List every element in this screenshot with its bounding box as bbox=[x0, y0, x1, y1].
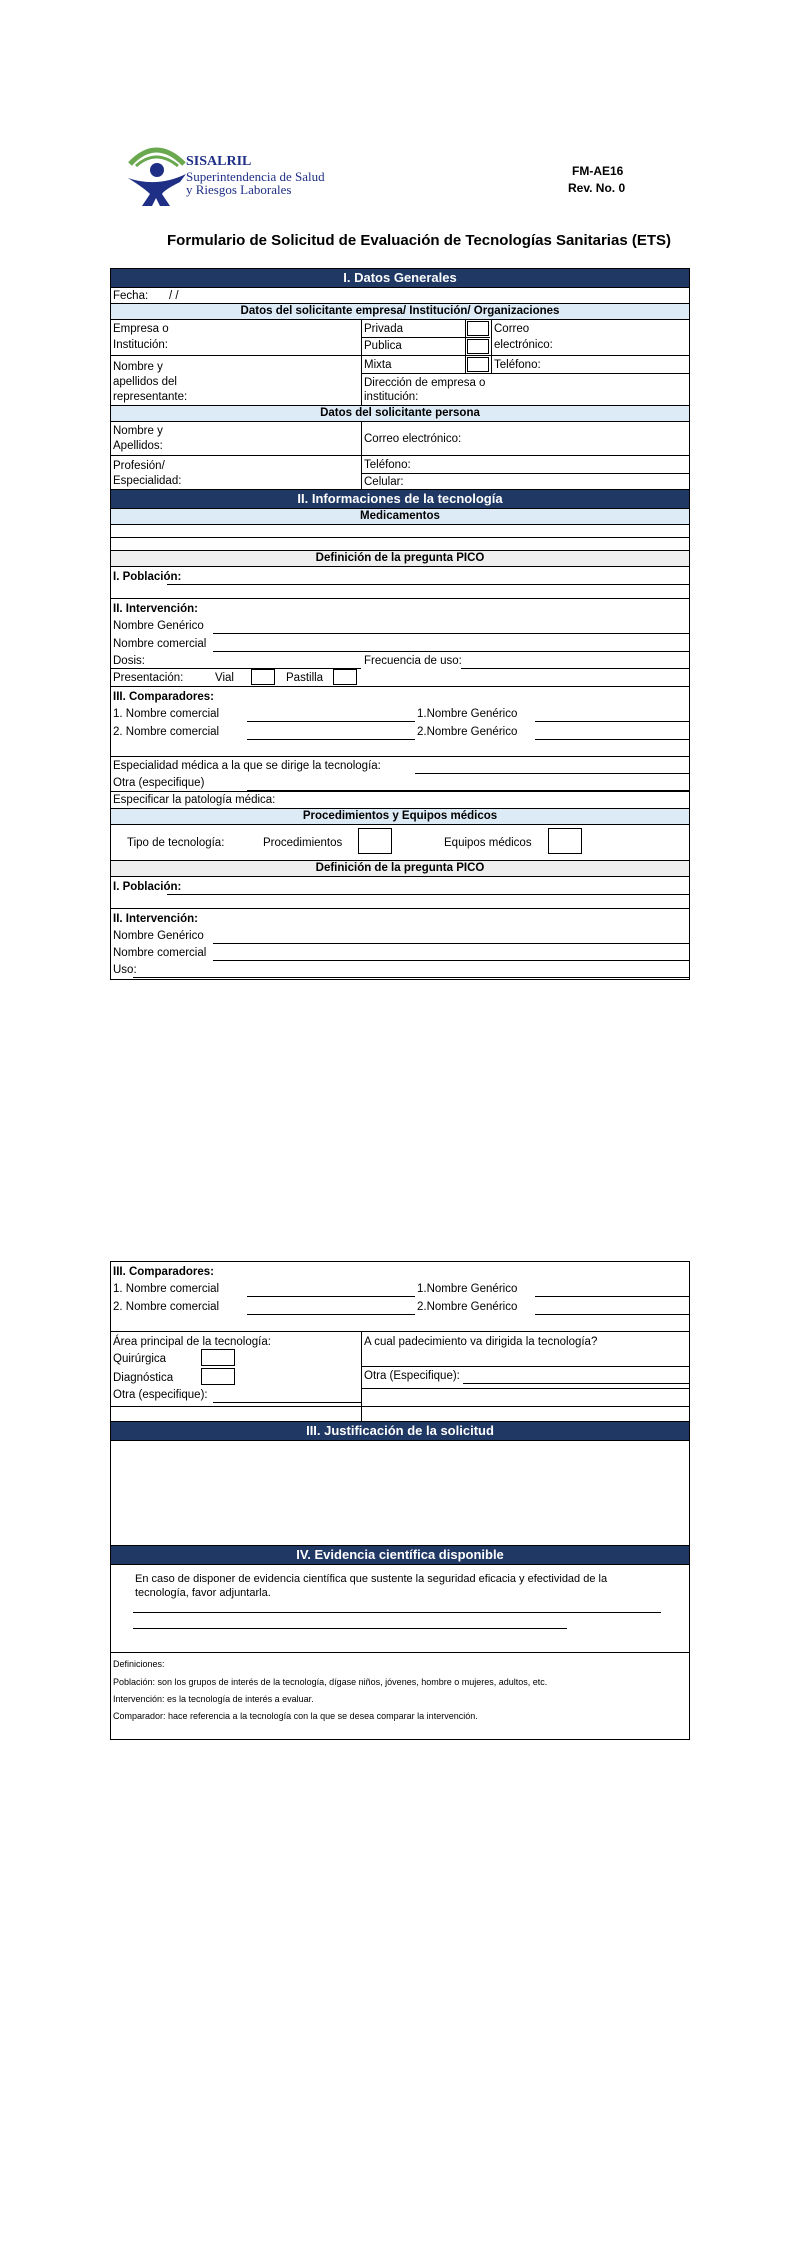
otra-pad-label: Otra (Especifique): bbox=[364, 1370, 460, 1382]
nombre-comercial-line[interactable] bbox=[213, 637, 689, 652]
empresa-label-2: Institución: bbox=[113, 339, 168, 351]
poblacion-label: I. Población: bbox=[113, 571, 182, 583]
mixta-label: Mixta bbox=[364, 359, 392, 371]
comp-nc1-label-p2: 1. Nombre comercial bbox=[113, 1283, 220, 1295]
persona-nombre-row bbox=[111, 422, 689, 456]
area-block bbox=[111, 1332, 689, 1422]
privada-label: Privada bbox=[364, 323, 403, 335]
direccion-2: institución: bbox=[364, 391, 419, 403]
especialidad-line[interactable] bbox=[415, 759, 689, 774]
justificacion-area[interactable] bbox=[111, 1441, 689, 1546]
comp-ng1-line[interactable] bbox=[535, 707, 689, 722]
intervencion-label: II. Intervención: bbox=[113, 603, 198, 615]
blank-row bbox=[111, 525, 689, 538]
otra-pad-line[interactable] bbox=[463, 1369, 689, 1384]
fecha-label: Fecha: bbox=[113, 290, 149, 302]
procedimientos-checkbox[interactable] bbox=[358, 828, 392, 854]
section-justificacion bbox=[111, 1422, 689, 1441]
profesion-1: Profesión/ bbox=[113, 460, 165, 472]
subheader-persona bbox=[111, 406, 689, 422]
nombre-generico-label-2: Nombre Genérico bbox=[113, 930, 204, 942]
subheader-procedimientos bbox=[111, 809, 689, 825]
diagnostica-checkbox[interactable] bbox=[201, 1368, 235, 1385]
poblacion-label-2: I. Población: bbox=[113, 881, 182, 893]
comp-nc2-label: 2. Nombre comercial bbox=[113, 726, 220, 738]
vial-checkbox[interactable] bbox=[251, 669, 275, 685]
tipo-tecnologia-row bbox=[111, 825, 689, 861]
intervencion-block bbox=[111, 599, 689, 687]
section-title: II. Informaciones de la tecnología bbox=[297, 491, 503, 506]
otra-area-label: Otra (especifique): bbox=[113, 1389, 208, 1401]
quirurgica-label: Quirúrgica bbox=[113, 1353, 167, 1365]
poblacion-row bbox=[111, 567, 689, 599]
comp-nc2-line-p2[interactable] bbox=[247, 1300, 415, 1315]
fecha-row bbox=[111, 288, 689, 304]
def-comparador: Comparador: hace referencia a la tecnología con la que se desea comparar la intervención. bbox=[113, 1711, 478, 1721]
evidencia-text-2: tecnología, favor adjuntarla. bbox=[135, 1587, 271, 1599]
logo bbox=[124, 142, 364, 212]
form-page-2 bbox=[110, 1261, 690, 1740]
comparadores-label: III. Comparadores: bbox=[113, 691, 214, 703]
subheader-label: Datos del solicitante persona bbox=[320, 407, 480, 419]
subheader-medicamentos bbox=[111, 509, 689, 525]
page-title: Formulario de Solicitud de Evaluación de Tecnologías Sanitarias (ETS) bbox=[167, 232, 671, 249]
logo-acronym: SISALRIL bbox=[186, 154, 252, 169]
section-informaciones bbox=[111, 490, 689, 509]
intervencion-block-2 bbox=[111, 909, 689, 979]
subheader-label: Definición de la pregunta PICO bbox=[315, 862, 485, 874]
comp-ng2-line-p2[interactable] bbox=[535, 1300, 689, 1315]
poblacion-line[interactable] bbox=[167, 570, 689, 585]
subheader-label: Definición de la pregunta PICO bbox=[315, 552, 485, 564]
form-page-1 bbox=[110, 268, 690, 980]
vial-label: Vial bbox=[215, 672, 234, 684]
dosis-line[interactable] bbox=[111, 654, 361, 669]
evidencia-text-1: En caso de disponer de evidencia científica que sustente la seguridad eficacia y efectividad de la bbox=[135, 1573, 608, 1585]
section-title: IV. Evidencia científica disponible bbox=[296, 1547, 504, 1562]
procedimientos-label: Procedimientos bbox=[263, 837, 343, 849]
privada-checkbox[interactable] bbox=[467, 321, 489, 336]
comp-ng1-line-p2[interactable] bbox=[535, 1282, 689, 1297]
subheader-empresa bbox=[111, 304, 689, 320]
comparadores-label-p2: III. Comparadores: bbox=[113, 1266, 214, 1278]
def-poblacion: Población: son los grupos de interés de la tecnología, dígase niños, jóvenes, hombre o mujeres, adultos, etc. bbox=[113, 1677, 548, 1687]
nombre-generico-line-2[interactable] bbox=[213, 929, 689, 944]
subheader-label: Procedimientos y Equipos médicos bbox=[302, 810, 498, 822]
nombre-p-2: Apellidos: bbox=[113, 440, 163, 452]
otra-area-line[interactable] bbox=[213, 1388, 361, 1403]
form-code: FM-AE16 bbox=[572, 164, 624, 178]
poblacion-line-2[interactable] bbox=[167, 880, 689, 895]
empresa-row bbox=[111, 320, 689, 356]
evidencia-line-2[interactable] bbox=[133, 1620, 567, 1629]
especialidad-block bbox=[111, 757, 689, 809]
persona-profesion-row bbox=[111, 456, 689, 490]
pastilla-label: Pastilla bbox=[286, 672, 324, 684]
comp-nc2-line[interactable] bbox=[247, 725, 415, 740]
nombre-comercial-label: Nombre comercial bbox=[113, 638, 207, 650]
representante-row bbox=[111, 356, 689, 406]
section-evidencia bbox=[111, 1546, 689, 1565]
correo-label-1: Correo bbox=[494, 323, 530, 335]
comp-ng1-label-p2: 1.Nombre Genérico bbox=[417, 1283, 518, 1295]
nombre-comercial-line-2[interactable] bbox=[213, 946, 689, 961]
subheader-label: Datos del solicitante empresa/ Institución/ Organizaciones bbox=[240, 305, 560, 317]
comp-nc1-line-p2[interactable] bbox=[247, 1282, 415, 1297]
subheader-pico bbox=[111, 551, 689, 567]
frecuencia-line[interactable] bbox=[461, 654, 689, 669]
comp-nc1-line[interactable] bbox=[247, 707, 415, 722]
sisalril-logo-icon bbox=[124, 142, 188, 208]
comparadores-block-p2 bbox=[111, 1262, 689, 1332]
patologia-label: Especificar la patología médica: bbox=[113, 794, 276, 806]
section-datos-generales bbox=[111, 269, 689, 288]
quirurgica-checkbox[interactable] bbox=[201, 1349, 235, 1366]
nombre-rep-3: representante: bbox=[113, 391, 188, 403]
mixta-checkbox[interactable] bbox=[467, 357, 489, 372]
comp-nc2-label-p2: 2. Nombre comercial bbox=[113, 1301, 220, 1313]
logo-line1: Superintendencia de Salud bbox=[186, 169, 325, 184]
nombre-p-1: Nombre y bbox=[113, 425, 163, 437]
otra-label: Otra (especifique) bbox=[113, 777, 205, 789]
evidencia-block bbox=[111, 1565, 689, 1653]
comp-nc1-label: 1. Nombre comercial bbox=[113, 708, 220, 720]
telefono-label: Teléfono: bbox=[494, 359, 541, 371]
form-revision: Rev. No. 0 bbox=[568, 181, 626, 195]
empresa-label-1: Empresa o bbox=[113, 323, 169, 335]
subheader-label: Medicamentos bbox=[360, 510, 440, 522]
section-title: I. Datos Generales bbox=[343, 270, 457, 285]
diagnostica-label: Diagnóstica bbox=[113, 1372, 174, 1384]
direccion-1: Dirección de empresa o bbox=[364, 377, 486, 389]
nombre-rep-2: apellidos del bbox=[113, 376, 177, 388]
comp-ng2-line[interactable] bbox=[535, 725, 689, 740]
tipo-label: Tipo de tecnología: bbox=[127, 837, 225, 849]
publica-checkbox[interactable] bbox=[467, 339, 489, 354]
equipos-label: Equipos médicos bbox=[444, 837, 532, 849]
presentacion-label: Presentación: bbox=[113, 672, 184, 684]
publica-label: Publica bbox=[364, 340, 402, 352]
section-title: III. Justificación de la solicitud bbox=[306, 1423, 494, 1438]
evidencia-line-1[interactable] bbox=[133, 1604, 661, 1613]
comp-ng1-label: 1.Nombre Genérico bbox=[417, 708, 518, 720]
blank-row bbox=[111, 538, 689, 551]
area-label: Área principal de la tecnología: bbox=[113, 1336, 271, 1348]
comp-ng2-label: 2.Nombre Genérico bbox=[417, 726, 518, 738]
especialidad-label: Especialidad médica a la que se dirige la tecnología: bbox=[113, 760, 381, 772]
uso-line[interactable] bbox=[133, 963, 689, 978]
dosis-label: Dosis: bbox=[113, 655, 145, 667]
otra-line[interactable] bbox=[247, 776, 689, 791]
celular-p: Celular: bbox=[364, 476, 404, 488]
padecimiento-label: A cual padecimiento va dirigida la tecnología? bbox=[364, 1336, 598, 1348]
comp-ng2-label-p2: 2.Nombre Genérico bbox=[417, 1301, 518, 1313]
nombre-rep-1: Nombre y bbox=[113, 361, 163, 373]
equipos-checkbox[interactable] bbox=[548, 828, 582, 854]
definiciones-block bbox=[111, 1653, 689, 1739]
nombre-generico-line[interactable] bbox=[213, 619, 689, 634]
correo-label-2: electrónico: bbox=[494, 339, 553, 351]
nombre-generico-label: Nombre Genérico bbox=[113, 620, 204, 632]
intervencion-label-2: II. Intervención: bbox=[113, 913, 198, 925]
definiciones-title: Definiciones: bbox=[113, 1659, 165, 1669]
logo-line2: y Riesgos Laborales bbox=[186, 182, 292, 197]
telefono-p: Teléfono: bbox=[364, 459, 411, 471]
correo-p: Correo electrónico: bbox=[364, 433, 462, 445]
profesion-2: Especialidad: bbox=[113, 475, 182, 487]
poblacion-row-2 bbox=[111, 877, 689, 909]
fecha-slashes: / / bbox=[169, 290, 179, 302]
def-intervencion: Intervención: es la tecnología de interés a evaluar. bbox=[113, 1694, 314, 1704]
pastilla-checkbox[interactable] bbox=[333, 669, 357, 685]
comparadores-block bbox=[111, 687, 689, 757]
subheader-pico-2 bbox=[111, 861, 689, 877]
uso-label: Uso: bbox=[113, 964, 137, 976]
frecuencia-label: Frecuencia de uso: bbox=[364, 655, 462, 667]
nombre-comercial-label-2: Nombre comercial bbox=[113, 947, 207, 959]
